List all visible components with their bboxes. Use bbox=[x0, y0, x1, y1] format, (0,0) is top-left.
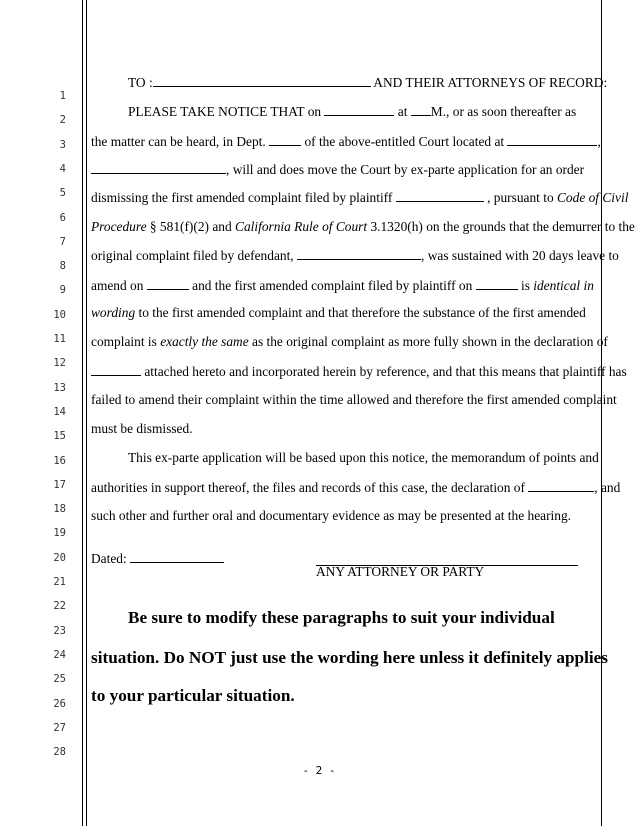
notice-line-11 bbox=[91, 392, 617, 408]
to-label: TO : bbox=[128, 75, 153, 90]
left-margin-rule-inner bbox=[86, 0, 87, 826]
left-margin-rule-outer bbox=[82, 0, 83, 826]
emphasis-text: wording bbox=[91, 305, 136, 320]
blank-filed-date bbox=[476, 277, 518, 290]
line-number: 9 bbox=[59, 284, 66, 297]
text-run: authorities in support thereof, the files and records of this case, the declaration of bbox=[91, 480, 529, 495]
line-number: 15 bbox=[53, 430, 66, 443]
line-number: 4 bbox=[59, 162, 66, 175]
line-number: 21 bbox=[53, 576, 66, 588]
emphasis-text: exactly the same bbox=[160, 334, 249, 349]
line-number: 7 bbox=[59, 235, 66, 248]
text-run: original complaint filed by defendant, bbox=[91, 248, 298, 263]
notice-line-10 bbox=[91, 363, 627, 380]
line-number: 12 bbox=[53, 357, 66, 370]
citation-text: Code of Civil bbox=[557, 190, 629, 205]
line-number: 16 bbox=[53, 454, 66, 467]
signature-label: ANY ATTORNEY OR PARTY bbox=[316, 564, 485, 579]
text-run: complaint is bbox=[91, 334, 161, 349]
instruction-note-line-2: situation. Do NOT just use the wording here unless it definitely applies bbox=[91, 648, 608, 667]
page-number: - 2 - bbox=[302, 764, 336, 777]
notice-line-6 bbox=[91, 247, 619, 264]
text-run: , bbox=[597, 134, 601, 149]
notice-line-8 bbox=[91, 305, 599, 321]
text-run: at bbox=[394, 104, 411, 119]
emphasis-text: identical in bbox=[533, 278, 594, 293]
line-number: 26 bbox=[53, 697, 66, 710]
blank-plaintiff bbox=[396, 189, 484, 202]
text-run: failed to amend their complaint within the time allowed and therefore the first amended complaint bbox=[91, 392, 617, 407]
text-run: such other and further oral and documentary evidence as may be presented at the hearing. bbox=[91, 508, 572, 523]
blank-defendant bbox=[297, 247, 421, 260]
notice-line-12 bbox=[91, 421, 599, 437]
line-number: 28 bbox=[53, 746, 66, 759]
instruction-note-line-1: Be sure to modify these paragraphs to suit your individual bbox=[128, 608, 555, 627]
blank-date bbox=[324, 103, 394, 116]
text-run: as the original complaint as more fully shown in the declaration of bbox=[248, 334, 608, 349]
blank-dated bbox=[130, 550, 224, 563]
instruction-note-line-3: to your particular situation. bbox=[91, 686, 295, 705]
text-run: , was sustained with 20 days leave to bbox=[421, 248, 619, 263]
blank-moving-party bbox=[91, 161, 226, 174]
notice-line-4 bbox=[91, 189, 629, 206]
line-number: 1 bbox=[59, 90, 66, 102]
line-number: 11 bbox=[53, 333, 66, 345]
text-run: , will and does move the Court by ex-parte application for an order bbox=[226, 162, 585, 177]
text-run: PLEASE TAKE NOTICE THAT on bbox=[128, 104, 325, 119]
blank-recipient bbox=[153, 74, 371, 87]
text-run: dismissing the first amended complaint filed by plaintiff bbox=[91, 190, 396, 205]
text-run: and the first amended complaint filed by plaintiff on bbox=[188, 278, 476, 293]
citation-text: California Rule of Court bbox=[235, 219, 368, 234]
text-run: must be dismissed. bbox=[91, 421, 193, 436]
notice-line-9 bbox=[91, 334, 608, 350]
blank-declaration-of bbox=[528, 479, 594, 492]
line-number: 13 bbox=[53, 381, 66, 394]
notice-line-2 bbox=[91, 133, 599, 150]
line-number: 20 bbox=[53, 551, 66, 564]
text-run: 3.1320(h) on the grounds that the demurrer to the bbox=[367, 219, 635, 234]
document-body bbox=[91, 0, 635, 826]
citation-text: Procedure bbox=[91, 219, 147, 234]
line-number: 10 bbox=[53, 308, 66, 321]
basis-line-2 bbox=[91, 479, 621, 496]
text-run: is bbox=[517, 278, 534, 293]
notice-line-3 bbox=[91, 161, 599, 178]
line-number: 5 bbox=[59, 187, 66, 200]
line-number: 6 bbox=[59, 211, 66, 224]
line-number: 22 bbox=[53, 600, 66, 613]
blank-amend-date bbox=[147, 277, 189, 290]
line-number: 27 bbox=[53, 721, 66, 734]
line-number: 18 bbox=[53, 503, 66, 516]
line-number: 23 bbox=[53, 624, 66, 637]
attorneys-of-record-text: AND THEIR ATTORNEYS OF RECORD: bbox=[370, 75, 608, 90]
line-number: 25 bbox=[53, 673, 66, 686]
text-run: , pursuant to bbox=[483, 190, 557, 205]
basis-line-3 bbox=[91, 508, 599, 524]
blank-declarant bbox=[91, 363, 141, 376]
blank-dept bbox=[269, 133, 301, 146]
text-run: the matter can be heard, in Dept. bbox=[91, 134, 270, 149]
text-run: of the above-entitled Court located at bbox=[301, 134, 508, 149]
line-number: 19 bbox=[53, 527, 66, 540]
text-run: This ex-parte application will be based upon this notice, the memorandum of points and bbox=[128, 450, 599, 465]
text-run: § 581(f)(2) and bbox=[146, 219, 236, 234]
text-run: M., or as soon thereafter as bbox=[430, 104, 577, 119]
text-run: to the first amended complaint and that therefore the substance of the first amended bbox=[135, 305, 586, 320]
basis-line-1 bbox=[128, 450, 599, 466]
dated-label: Dated: bbox=[91, 551, 131, 566]
text-run: attached hereto and incorporated herein by reference, and that this means that plaintiff has bbox=[141, 364, 627, 379]
line-number: 3 bbox=[59, 138, 66, 151]
right-margin-rule bbox=[601, 0, 602, 826]
line-number: 2 bbox=[59, 114, 66, 127]
to-line bbox=[128, 74, 608, 91]
blank-court-location bbox=[507, 133, 597, 146]
notice-line-5 bbox=[91, 219, 635, 235]
blank-time bbox=[411, 103, 431, 116]
line-number: 14 bbox=[53, 405, 66, 418]
text-run: amend on bbox=[91, 278, 147, 293]
line-number-column bbox=[0, 0, 72, 826]
text-run: , and bbox=[594, 480, 621, 495]
line-number: 24 bbox=[53, 648, 66, 661]
line-number: 17 bbox=[53, 478, 66, 491]
notice-line-1 bbox=[128, 103, 599, 120]
notice-line-7 bbox=[91, 277, 599, 294]
line-number: 8 bbox=[59, 260, 66, 273]
